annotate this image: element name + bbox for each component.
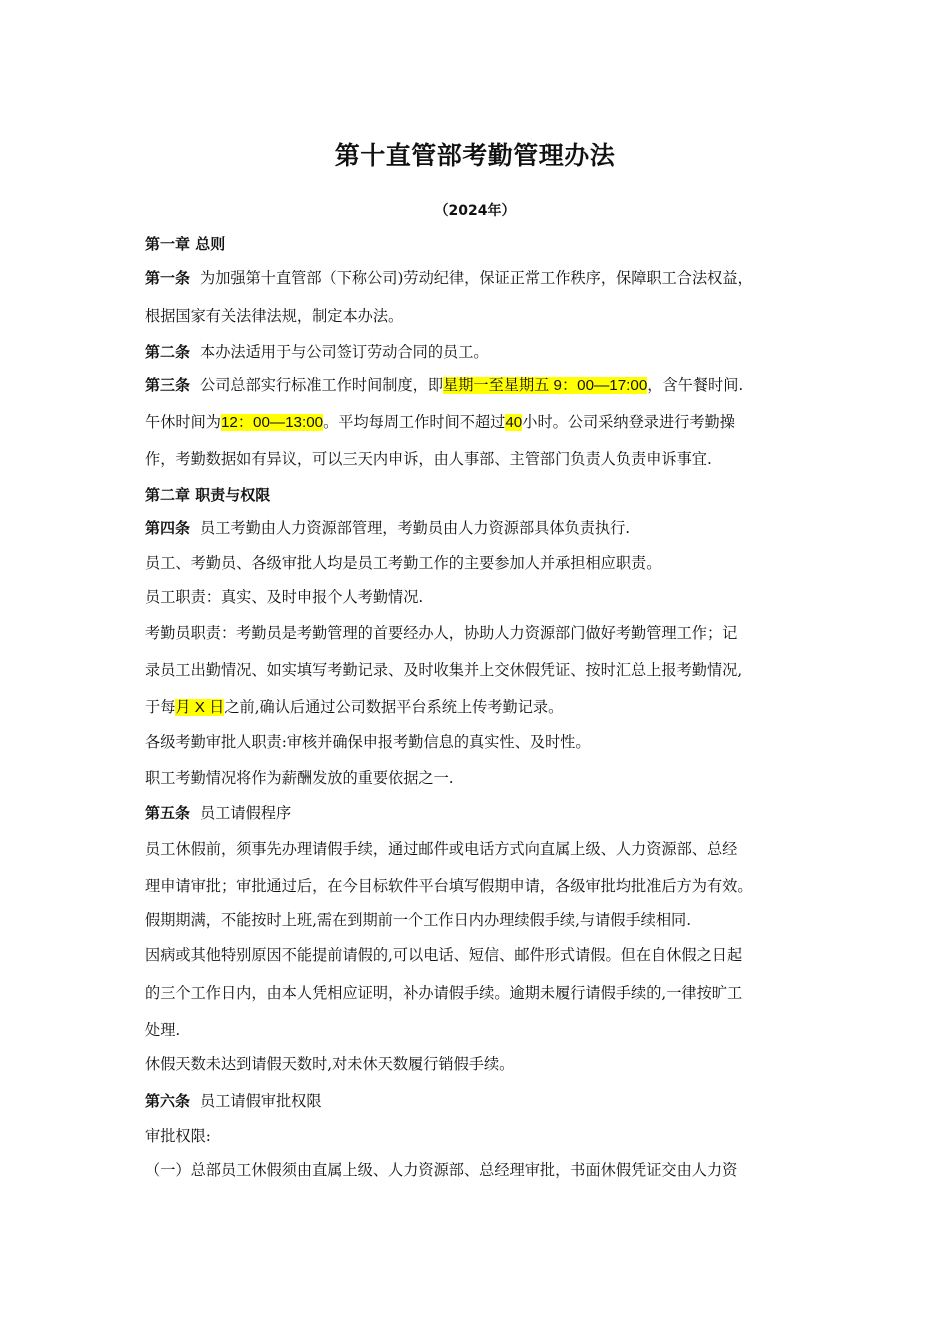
article-1-line-1 (145, 268, 753, 288)
document-title: 第十直管部考勤管理办法 (334, 141, 616, 170)
article-6-line-1: 审批权限: (145, 1127, 211, 1145)
article-5-line-3: 假期期满，不能按时上班,需在到期前一个工作日内办理续假手续,与请假手续相同. (145, 911, 692, 929)
article-4-line-1 (145, 518, 630, 538)
article-3-text-2c: 小时。公司采纳登录进行考勤操 (522, 413, 735, 431)
article-5-head: 员工请假程序 (200, 804, 292, 822)
article-3-text-2a: 午休时间为 (145, 413, 221, 431)
chapter-1-heading: 第一章 总则 (145, 235, 226, 253)
article-6-line-2: （一）总部员工休假须由直属上级、人力资源部、总经理审批，书面休假凭证交由人力资 (145, 1161, 738, 1179)
lunch-hours-highlight: 12：00—13:00 (220, 414, 324, 431)
article-1-line-2: 根据国家有关法律法规，制定本办法。 (145, 307, 404, 325)
article-3-text-1b: ，含午餐时间. (647, 376, 744, 394)
article-4-line-6 (145, 697, 563, 718)
article-4-line-8: 职工考勤情况将作为薪酬发放的重要依据之一. (145, 769, 454, 787)
article-3-line-1 (145, 375, 743, 396)
article-6-label: 第六条 (145, 1092, 191, 1110)
article-3-text-1a: 公司总部实行标准工作时间制度，即 (200, 376, 444, 394)
work-hours-highlight: 星期一至星期五 9：00—17:00 (443, 377, 648, 394)
article-3-line-3: 作，考勤数据如有异议，可以三天内申诉，由人事部、主管部门负责人负责申诉事宜. (145, 450, 712, 468)
article-6-heading (145, 1091, 322, 1111)
article-2-label: 第二条 (145, 343, 191, 361)
upload-date-highlight: 月 X 日 (175, 699, 225, 716)
article-4-text-6a: 于每 (145, 698, 176, 716)
article-3-line-2 (145, 412, 735, 433)
article-3-label: 第三条 (145, 376, 191, 394)
article-4-line-4: 考勤员职责：考勤员是考勤管理的首要经办人，协助人力资源部门做好考勤管理工作；记 (145, 624, 738, 642)
article-5-heading (145, 803, 291, 823)
article-6-head: 员工请假审批权限 (200, 1092, 322, 1110)
article-2-text: 本办法适用于与公司签订劳动合同的员工。 (200, 343, 489, 361)
article-4-line-7: 各级考勤审批人职责:审核并确保申报考勤信息的真实性、及时性。 (145, 733, 591, 751)
article-4-label: 第四条 (145, 519, 191, 537)
article-5-line-5: 的三个工作日内，由本人凭相应证明，补办请假手续。逾期未履行请假手续的,一律按旷工 (145, 984, 743, 1002)
article-5-line-2: 理申请审批；审批通过后，在今目标软件平台填写假期申请，各级审批均批准后方为有效。 (145, 877, 753, 895)
article-5-line-7: 休假天数未达到请假天数时,对未休天数履行销假手续。 (145, 1055, 515, 1073)
article-1-label: 第一条 (145, 269, 191, 287)
article-4-line-3: 员工职责：真实、及时申报个人考勤情况. (145, 588, 424, 606)
article-5-line-1: 员工休假前，须事先办理请假手续，通过邮件或电话方式向直属上级、人力资源部、总经 (145, 840, 738, 858)
article-2 (145, 342, 489, 362)
article-4-line-2: 员工、考勤员、各级审批人均是员工考勤工作的主要参加人并承担相应职责。 (145, 554, 662, 572)
document-year: （2024年） (434, 203, 516, 219)
article-4-text-1: 员工考勤由人力资源部管理，考勤员由人力资源部具体负责执行. (200, 519, 631, 537)
article-1-text-1: 为加强第十直管部（下称公司)劳动纪律，保证正常工作秩序，保障职工合法权益， (200, 269, 753, 287)
article-5-line-4: 因病或其他特别原因不能提前请假的,可以电话、短信、邮件形式请假。但在自休假之日起 (145, 946, 743, 964)
article-3-text-2b: 。平均每周工作时间不超过 (323, 413, 506, 431)
article-4-line-5: 录员工出勤情况、如实填写考勤记录、及时收集并上交休假凭证、按时汇总上报考勤情况, (145, 661, 743, 679)
article-5-line-6: 处理. (145, 1021, 181, 1039)
article-4-text-6b: 之前,确认后通过公司数据平台系统上传考勤记录。 (224, 698, 564, 716)
weekly-hours-highlight: 40 (505, 414, 523, 431)
chapter-2-heading: 第二章 职责与权限 (145, 486, 271, 504)
article-5-label: 第五条 (145, 804, 191, 822)
